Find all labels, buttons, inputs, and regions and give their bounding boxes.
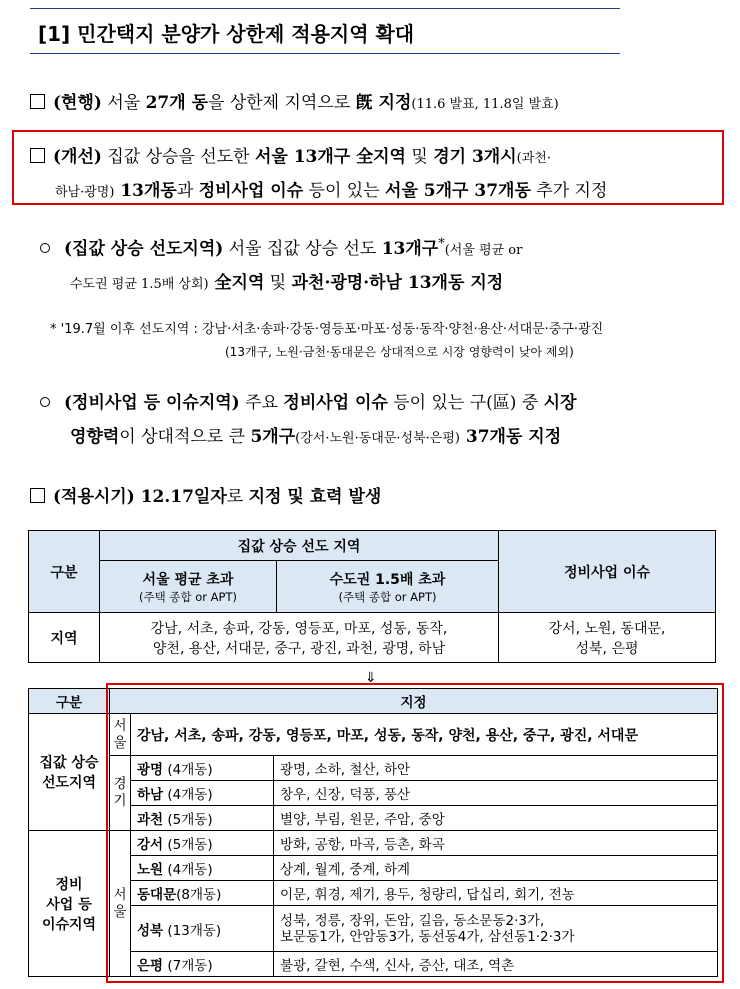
issue-category-label: 정비 사업 등 이슈지역 — [41, 876, 97, 933]
table1-header-metro — [277, 561, 499, 613]
metro-label: 수도권 1.5배 초과 — [329, 571, 446, 588]
improve-bold: 서울 13개구 全지역 — [254, 147, 406, 167]
district-count: (4개동) — [167, 787, 213, 803]
district-count: (13개동) — [167, 922, 222, 939]
checkbox-icon — [30, 488, 45, 503]
district-name: 광명 — [137, 762, 164, 778]
table1-header-lead: 집값 상승 선도 지역 — [100, 531, 499, 561]
lead-bold: 全지역 — [208, 273, 265, 293]
improve-line-1 — [30, 142, 551, 167]
dong-list-l1: 성북, 정릉, 장위, 돈암, 길음, 동소문동2·3가, — [280, 912, 545, 929]
district-count: (4개동) — [167, 762, 213, 778]
lead-regions-l1: 강남, 서초, 송파, 강동, 영등포, 마포, 성동, 동작, — [150, 620, 448, 637]
seoul-avg-sub: (주택 종합 or APT) — [139, 589, 237, 604]
current-label: (현행) — [53, 93, 102, 113]
issue-bold: 정비사업 이슈 — [283, 393, 388, 413]
timing-text: 로 — [226, 487, 249, 507]
improve-label: (개선) — [53, 147, 102, 167]
table2-header-category: 구분 — [29, 689, 110, 714]
current-text2: 을 상한제 지역으로 — [208, 93, 356, 113]
lead-line-2 — [70, 268, 503, 293]
improve-text: 추가 지정 — [530, 181, 608, 201]
dong-list: 별양, 부림, 원문, 주암, 중앙 — [274, 806, 718, 831]
issue-bold: 시장 — [543, 393, 577, 413]
issue-line-1 — [40, 388, 577, 413]
table1-issue-regions — [499, 613, 716, 663]
seoul-lead-districts: 강남, 서초, 송파, 강동, 영등포, 마포, 성동, 동작, 양천, 용산, 중구, 광진, 서대문 — [131, 714, 718, 756]
district-name: 노원 — [137, 862, 164, 878]
improve-bold: 정비사업 이슈 — [198, 181, 304, 201]
timing-bold: 지정 및 효력 발생 — [248, 487, 382, 507]
footnote-line-2: (13개구, 노원·금천·동대문은 상대적으로 시장 영향력이 낮아 제외) — [225, 345, 574, 359]
lead-bold: 13개구 — [381, 239, 439, 259]
issue-line-2 — [70, 422, 561, 447]
down-arrow-icon: ⇓ — [365, 670, 377, 686]
lead-bold: 과천·광명·하남 13개동 지정 — [291, 273, 504, 293]
region-seoul-label: 서 울 — [113, 717, 127, 751]
district-name: 과천 — [137, 812, 164, 828]
current-bold2: 旣 지정 — [355, 93, 412, 113]
issue-regions-l2-text: 성북, 은평 — [575, 640, 639, 657]
lead-text: 서울 집값 상승 선도 — [223, 239, 382, 259]
current-bold1: 27개 동 — [145, 93, 209, 113]
district-count: (7개동) — [167, 958, 213, 974]
table1-header-seoul-avg — [100, 561, 277, 613]
lead-label: (집값 상승 선도지역) — [64, 239, 224, 259]
district-name: 동대문 — [137, 887, 177, 903]
designation-highlight-box — [106, 683, 724, 983]
table2-header-designation: 지정 — [110, 689, 718, 714]
lead-small: (서울 평균 or — [444, 243, 523, 258]
section-title-box — [30, 8, 620, 54]
region-seoul2-label: 서 울 — [113, 886, 127, 920]
lead-small: 수도권 평균 1.5배 상회) — [70, 277, 209, 292]
bullet-circle-icon — [40, 243, 50, 253]
issue-text: 등이 있는 구(區) 중 — [387, 393, 544, 413]
region-gyeonggi-label: 경 기 — [113, 776, 127, 809]
footnote-star: * — [438, 236, 445, 252]
issue-small: (강서·노원·동대문·성북·은평) — [295, 431, 460, 446]
seoul-avg-label: 서울 평균 초과 — [142, 571, 234, 588]
improve-text: 과 — [176, 181, 199, 201]
summary-table — [28, 530, 716, 663]
dong-list: 상계, 월계, 중계, 하계 — [274, 856, 718, 881]
issue-text: 이 상대적으로 큰 — [119, 427, 251, 447]
table1-row-label: 지역 — [29, 613, 100, 663]
improve-bold: 서울 5개구 37개동 — [385, 181, 531, 201]
issue-regions-l2 — [503, 638, 711, 658]
metro-sub: (주택 종합 or APT) — [338, 589, 437, 604]
current-text3: (11.6 발표, 11.8일 발효) — [411, 97, 559, 112]
district-count: (8개동) — [176, 887, 222, 903]
dong-list: 창우, 신장, 덕풍, 풍산 — [274, 781, 718, 806]
lead-text: 및 — [264, 273, 292, 293]
district-count: (5개동) — [167, 837, 213, 853]
issue-category-cell — [29, 831, 110, 977]
dong-list: 방화, 공항, 마곡, 등촌, 화곡 — [274, 831, 718, 856]
table1-lead-regions — [100, 613, 499, 663]
improve-small: (과천· — [516, 151, 551, 166]
improve-text: 및 — [405, 147, 434, 167]
issue-bold: 영향력 — [70, 427, 120, 447]
current-text1: 서울 — [101, 93, 146, 113]
checkbox-icon — [30, 148, 45, 163]
lead-regions-l2: 양천, 용산, 서대문, 중구, 광진, 과천, 광명, 하남 — [152, 640, 446, 657]
current-line — [30, 88, 559, 113]
improve-text: 집값 상승을 선도한 — [101, 147, 255, 167]
improve-line-2 — [55, 176, 607, 201]
district-name: 은평 — [137, 958, 164, 974]
improve-bold: 13개동 — [114, 181, 177, 201]
dong-list: 이문, 휘경, 제기, 용두, 청량리, 답십리, 회기, 전농 — [274, 881, 718, 906]
district-name: 강서 — [137, 837, 164, 853]
improve-text: 등이 있는 — [303, 181, 386, 201]
checkbox-icon — [30, 94, 45, 109]
issue-text: 주요 — [239, 393, 284, 413]
dong-list-l2: 보문동1가, 안암동3가, 동선동4가, 삼선동1·2·3가 — [280, 928, 575, 945]
lead-category-label: 집값 상승 선도지역 — [39, 755, 99, 791]
improve-small: 하남·광명) — [55, 185, 115, 200]
section-title: [1] 민간택지 분양가 상한제 적용지역 확대 — [38, 22, 415, 46]
issue-label: (정비사업 등 이슈지역) — [64, 393, 240, 413]
table1-header-category: 구분 — [29, 531, 100, 613]
dong-list: 불광, 갈현, 수색, 신사, 증산, 대조, 역촌 — [274, 952, 718, 977]
district-count: (4개동) — [167, 862, 213, 878]
district-name: 하남 — [137, 787, 164, 803]
timing-line — [30, 482, 381, 507]
dong-list: 광명, 소하, 철산, 하안 — [274, 756, 718, 781]
lead-category-cell — [29, 714, 110, 831]
district-name: 성북 — [137, 922, 164, 939]
improve-bold: 경기 3개시 — [433, 147, 517, 167]
timing-bold: 12.17일자 — [134, 487, 227, 507]
timing-label: (적용시기) — [53, 487, 135, 507]
issue-bold: 37개동 지정 — [459, 427, 562, 447]
lead-line-1 — [40, 234, 522, 259]
district-count: (5개동) — [167, 812, 213, 828]
footnote-line-1: * '19.7월 이후 선도지역 : 강남·서초·송파·강동·영등포·마포·성동·동작·양천·용산·서대문·중구·광진 — [50, 322, 604, 337]
issue-regions-l1: 강서, 노원, 동대문, — [548, 620, 666, 637]
issue-bold: 5개구 — [250, 427, 296, 447]
table1-header-issue: 정비사업 이슈 — [499, 531, 716, 613]
bullet-circle-icon — [40, 397, 50, 407]
